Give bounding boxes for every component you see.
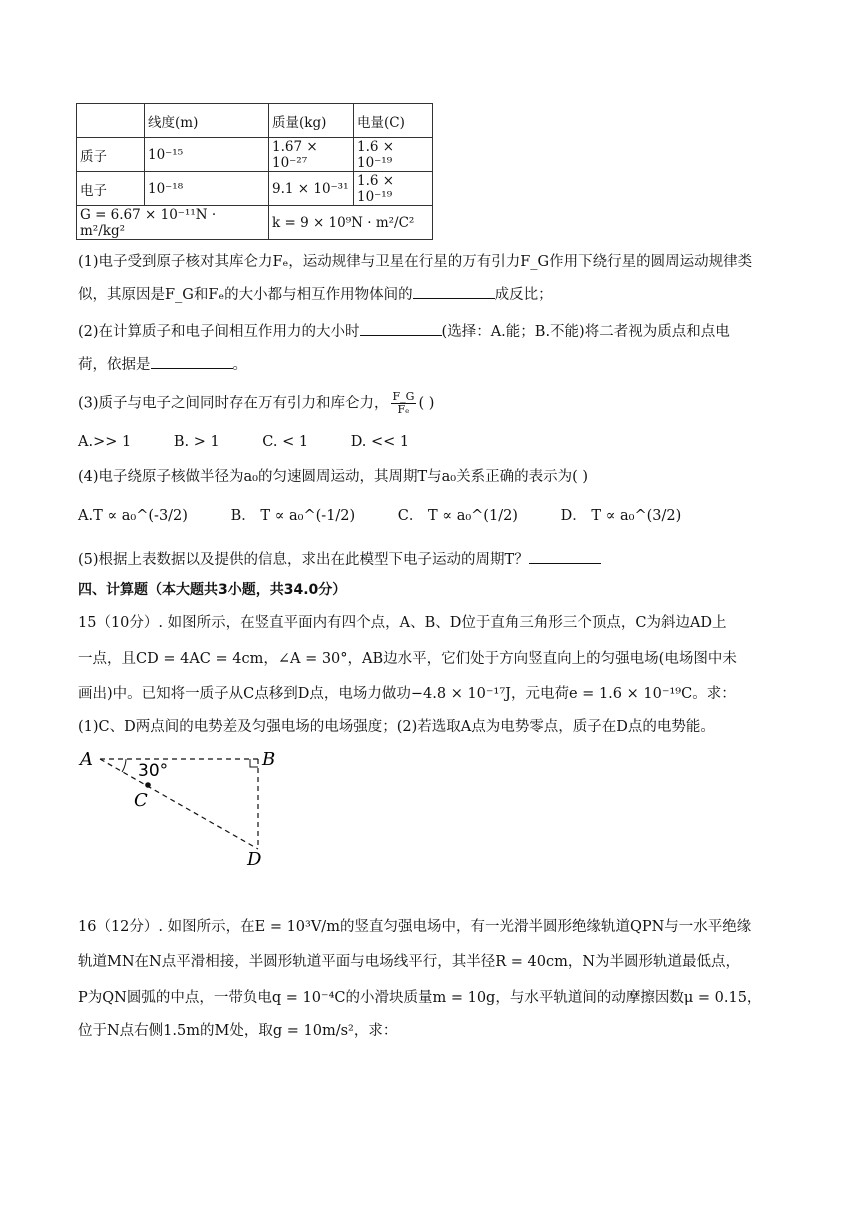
option-d[interactable]: D. << 1 [350, 434, 410, 450]
q5-text: (5)根据上表数据以及提供的信息，求出在此模型下电子运动的周期T？ [78, 552, 529, 568]
angle-arc [122, 759, 126, 772]
q1-text-b: 成反比； [494, 287, 553, 303]
option-d[interactable]: D． T ∝ a₀^(3/2) [560, 508, 682, 524]
q3-options [78, 431, 447, 453]
q2-text-b: (选择：A.能；B.不能)将二者视为质点和点电 [441, 324, 730, 340]
label-c: C [134, 790, 148, 811]
label-d: D [247, 849, 262, 870]
option-a[interactable]: A.T ∝ a₀^(-3/2) [78, 508, 188, 524]
label-a: A [80, 749, 93, 770]
q1-line2 [78, 284, 553, 306]
table-header-cell [77, 104, 145, 138]
answer-blank[interactable] [360, 321, 442, 336]
fraction-numerator: F_G [392, 390, 415, 403]
p16-line4: 位于N点右侧1.5m的M处，取g = 10m/s²，求： [78, 1023, 398, 1039]
table-cell: 9.1 × 10⁻³¹ [269, 172, 354, 206]
table-row [77, 138, 433, 172]
table-cell: 1.67 × 10⁻²⁷ [269, 138, 354, 172]
q3-paren: ( ) [418, 395, 435, 412]
p15-line1: 15（10分）. 如图所示，在竖直平面内有四个点，A、B、D位于直角三角形三个顶点，C为斜边AD上 [78, 615, 727, 631]
label-b: B [262, 749, 276, 770]
answer-blank[interactable] [413, 284, 495, 299]
q2-line1 [78, 321, 730, 343]
fraction-denominator: Fₑ [397, 403, 410, 416]
table-cell: 10⁻¹⁵ [145, 138, 269, 172]
option-a[interactable]: A.>> 1 [78, 434, 132, 450]
edge-ad [100, 759, 258, 849]
q4-options [78, 505, 719, 527]
q3-stem [78, 391, 434, 416]
p15-line2: 一点，且CD = 4AC = 4cm，∠A = 30°，AB边水平，它们处于方向竖直向上的匀强电场(电场图中未 [78, 651, 737, 667]
answer-blank[interactable] [529, 549, 601, 564]
constant-g-cell: G = 6.67 × 10⁻¹¹N · m²/kg² [77, 206, 269, 240]
point-c [145, 782, 151, 788]
table-cell: 1.6 × 10⁻¹⁹ [354, 138, 433, 172]
table-header-cell: 线度(m) [145, 104, 269, 138]
q1-text-a: 似，其原因是F_G和Fₑ的大小都与相互作用物体间的 [78, 287, 413, 303]
p16-line3: P为QN圆弧的中点，一带负电q = 10⁻⁴C的小滑块质量m = 10g，与水平轨道间的动摩擦因数μ = 0.15， [78, 990, 762, 1006]
q5-line [78, 549, 601, 571]
option-c[interactable]: C． T ∝ a₀^(1/2) [397, 508, 518, 524]
p15-line3: 画出)中。已知将一质子从C点移到D点，电场力做功−4.8 × 10⁻¹⁷J，元电荷e = 1.6 × 10⁻¹⁹C。求： [78, 686, 736, 702]
q3-text: (3)质子与电子之间同时存在万有引力和库仑力， [78, 395, 389, 412]
section-heading: 四、计算题（本大题共3小题，共34.0分） [78, 582, 347, 598]
q2-text-d: 。 [232, 357, 247, 373]
q2-text-c: 荷，依据是 [78, 357, 151, 373]
table-cell: 质子 [77, 138, 145, 172]
q4-stem: (4)电子绕原子核做半径为a₀的匀速圆周运动，其周期T与a₀关系正确的表示为( ) [78, 469, 589, 485]
angle-label: 30° [138, 761, 169, 781]
option-b[interactable]: B. > 1 [173, 434, 220, 450]
table-row [77, 206, 433, 240]
table-cell: 1.6 × 10⁻¹⁹ [354, 172, 433, 206]
table-header-cell: 质量(kg) [269, 104, 354, 138]
table-cell: 电子 [77, 172, 145, 206]
p16-line2: 轨道MN在N点平滑相接，半圆形轨道平面与电场线平行，其半径R = 40cm，N为半圆形轨道最低点， [78, 954, 741, 970]
constant-k-cell: k = 9 × 10⁹N · m²/C² [269, 206, 433, 240]
p16-line1: 16（12分）. 如图所示，在E = 10³V/m的竖直匀强电场中，有一光滑半圆形绝缘轨道QPN与一水平绝缘 [78, 919, 752, 935]
answer-blank[interactable] [151, 354, 233, 369]
force-ratio-fraction [391, 391, 417, 416]
triangle-figure [70, 745, 300, 875]
p15-line4: (1)C、D两点间的电势差及匀强电场的电场强度；(2)若选取A点为电势零点，质子在D点的电势能。 [78, 719, 715, 735]
table-header-cell: 电量(C) [354, 104, 433, 138]
q2-text-a: (2)在计算质子和电子间相互作用力的大小时 [78, 324, 360, 340]
data-table [76, 103, 433, 240]
table-row [77, 172, 433, 206]
option-c[interactable]: C. < 1 [262, 434, 309, 450]
option-b[interactable]: B． T ∝ a₀^(-1/2) [230, 508, 356, 524]
q1-line1: (1)电子受到原子核对其库仑力Fₑ，运动规律与卫星在行星的万有引力F_G作用下绕行星的圆周运动规律类 [78, 254, 753, 270]
right-angle-mark [250, 759, 258, 767]
table-cell: 10⁻¹⁸ [145, 172, 269, 206]
q2-line2 [78, 354, 247, 376]
